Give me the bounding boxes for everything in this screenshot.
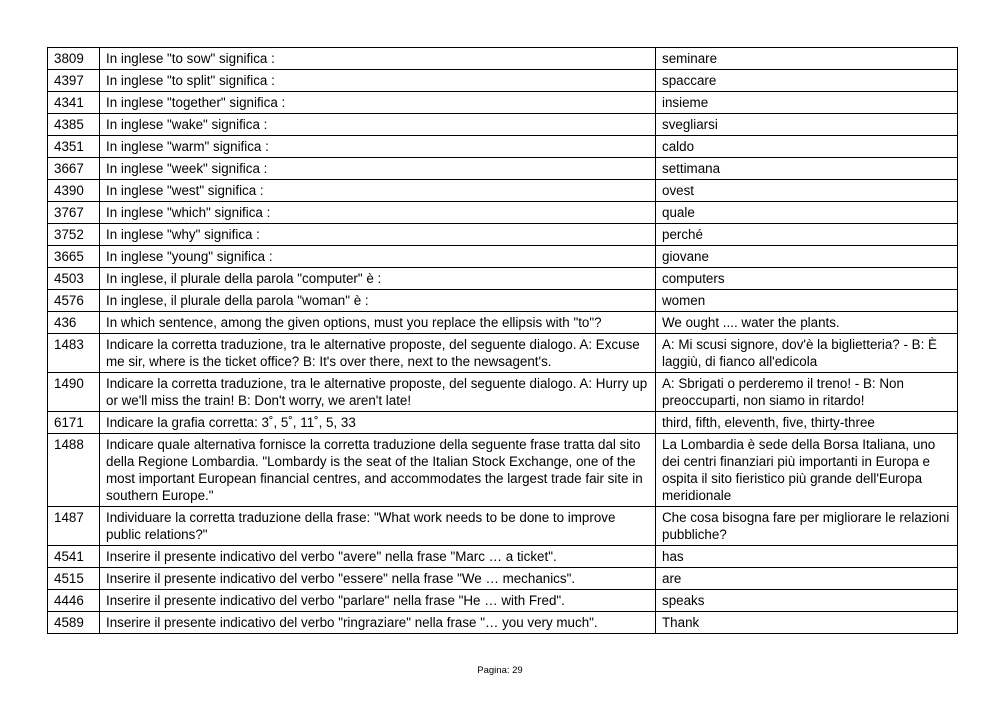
question-id-cell: 436	[48, 312, 100, 334]
question-id-cell: 4351	[48, 136, 100, 158]
questions-table	[47, 47, 958, 634]
question-id-cell: 4576	[48, 290, 100, 312]
question-text-cell: Indicare la corretta traduzione, tra le alternative proposte, del seguente dialogo. A: Excuse me sir, where is the ticket office? B: It's over there, next to the newsagent's.	[100, 334, 656, 373]
question-text-cell: In inglese "to split" significa :	[100, 70, 656, 92]
question-text-cell: Inserire il presente indicativo del verbo "parlare" nella frase "He … with Fred".	[100, 590, 656, 612]
table-row	[48, 202, 958, 224]
question-text-cell: Individuare la corretta traduzione della frase: "What work needs to be done to improve public relations?"	[100, 507, 656, 546]
question-text-cell: In inglese "together" significa :	[100, 92, 656, 114]
question-id-cell: 4390	[48, 180, 100, 202]
question-text-cell: In which sentence, among the given options, must you replace the ellipsis with "to"?	[100, 312, 656, 334]
question-id-cell: 4589	[48, 612, 100, 634]
question-id-cell: 3809	[48, 48, 100, 70]
question-text-cell: Indicare quale alternativa fornisce la corretta traduzione della seguente frase tratta dal sito della Regione Lombardia. "Lombardy is the seat of the Italian Stock Exchange, one of the most important European financial centres, and accommodates the largest trade fair site in southern Europe."	[100, 434, 656, 507]
question-id-cell: 4341	[48, 92, 100, 114]
question-text-cell: Indicare la corretta traduzione, tra le alternative proposte, del seguente dialogo. A: Hurry up or we'll miss the train! B: Don't worry, we aren't late!	[100, 373, 656, 412]
question-id-cell: 4385	[48, 114, 100, 136]
answer-text-cell: Thank	[656, 612, 958, 634]
answer-text-cell: A: Sbrigati o perderemo il treno! - B: Non preoccuparti, non siamo in ritardo!	[656, 373, 958, 412]
question-id-cell: 4503	[48, 268, 100, 290]
table-row	[48, 612, 958, 634]
table-row	[48, 114, 958, 136]
question-id-cell: 4515	[48, 568, 100, 590]
answer-text-cell: women	[656, 290, 958, 312]
answer-text-cell: third, fifth, eleventh, five, thirty-three	[656, 412, 958, 434]
question-text-cell: Inserire il presente indicativo del verbo "essere" nella frase "We … mechanics".	[100, 568, 656, 590]
question-id-cell: 1490	[48, 373, 100, 412]
answer-text-cell: perché	[656, 224, 958, 246]
table-row	[48, 224, 958, 246]
table-row	[48, 568, 958, 590]
table-row	[48, 48, 958, 70]
question-text-cell: In inglese "young" significa :	[100, 246, 656, 268]
answer-text-cell: speaks	[656, 590, 958, 612]
answer-text-cell: computers	[656, 268, 958, 290]
question-id-cell: 6171	[48, 412, 100, 434]
table-row	[48, 180, 958, 202]
answer-text-cell: are	[656, 568, 958, 590]
table-row	[48, 92, 958, 114]
question-text-cell: In inglese "west" significa :	[100, 180, 656, 202]
question-text-cell: In inglese "warm" significa :	[100, 136, 656, 158]
question-text-cell: In inglese "which" significa :	[100, 202, 656, 224]
table-row	[48, 158, 958, 180]
answer-text-cell: We ought .... water the plants.	[656, 312, 958, 334]
question-id-cell: 3665	[48, 246, 100, 268]
question-id-cell: 1488	[48, 434, 100, 507]
answer-text-cell: quale	[656, 202, 958, 224]
question-id-cell: 1487	[48, 507, 100, 546]
table-row	[48, 590, 958, 612]
question-text-cell: Inserire il presente indicativo del verbo "ringraziare" nella frase "… you very much".	[100, 612, 656, 634]
answer-text-cell: A: Mi scusi signore, dov'è la biglietteria? - B: È laggiù, di fianco all'edicola	[656, 334, 958, 373]
question-text-cell: In inglese "why" significa :	[100, 224, 656, 246]
question-text-cell: In inglese "wake" significa :	[100, 114, 656, 136]
table-row	[48, 312, 958, 334]
table-row	[48, 507, 958, 546]
table-row	[48, 268, 958, 290]
question-text-cell: In inglese, il plurale della parola "computer" è :	[100, 268, 656, 290]
question-text-cell: In inglese "week" significa :	[100, 158, 656, 180]
answer-text-cell: settimana	[656, 158, 958, 180]
question-id-cell: 4446	[48, 590, 100, 612]
answer-text-cell: seminare	[656, 48, 958, 70]
answer-text-cell: insieme	[656, 92, 958, 114]
table-row	[48, 373, 958, 412]
table-row	[48, 70, 958, 92]
question-id-cell: 3767	[48, 202, 100, 224]
answer-text-cell: La Lombardia è sede della Borsa Italiana, uno dei centri finanziari più importanti in Europa e ospita il sito fieristico più grande dell'Europa meridionale	[656, 434, 958, 507]
answer-text-cell: Che cosa bisogna fare per migliorare le relazioni pubbliche?	[656, 507, 958, 546]
question-text-cell: Inserire il presente indicativo del verbo "avere" nella frase "Marc … a ticket".	[100, 546, 656, 568]
table-row	[48, 290, 958, 312]
question-id-cell: 3752	[48, 224, 100, 246]
answer-text-cell: caldo	[656, 136, 958, 158]
answer-text-cell: svegliarsi	[656, 114, 958, 136]
question-text-cell: Indicare la grafia corretta: 3˚, 5˚, 11˚, 5, 33	[100, 412, 656, 434]
question-id-cell: 4541	[48, 546, 100, 568]
table-row	[48, 434, 958, 507]
table-row	[48, 334, 958, 373]
question-id-cell: 1483	[48, 334, 100, 373]
questions-table-body	[48, 48, 958, 634]
question-text-cell: In inglese "to sow" significa :	[100, 48, 656, 70]
question-id-cell: 3667	[48, 158, 100, 180]
answer-text-cell: ovest	[656, 180, 958, 202]
question-id-cell: 4397	[48, 70, 100, 92]
page-number: Pagina: 29	[477, 665, 523, 676]
answer-text-cell: has	[656, 546, 958, 568]
table-row	[48, 546, 958, 568]
answer-text-cell: spaccare	[656, 70, 958, 92]
table-row	[48, 246, 958, 268]
table-row	[48, 412, 958, 434]
table-row	[48, 136, 958, 158]
question-text-cell: In inglese, il plurale della parola "woman" è :	[100, 290, 656, 312]
answer-text-cell: giovane	[656, 246, 958, 268]
